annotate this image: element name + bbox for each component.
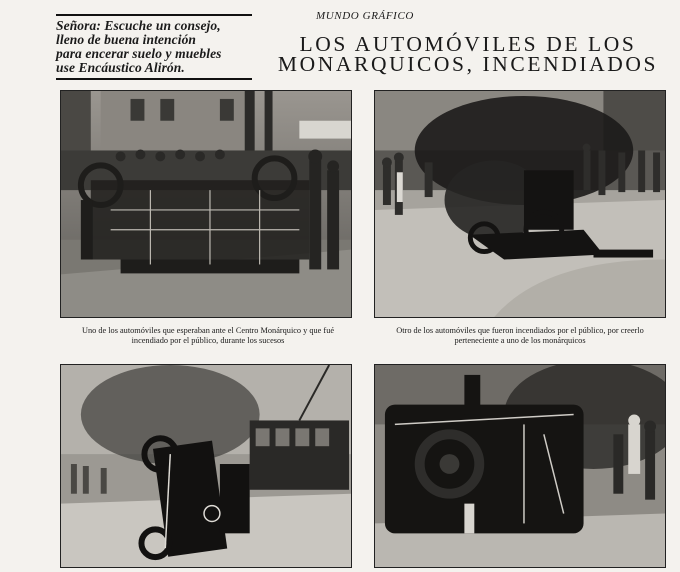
advert-line: para encerar suelo y muebles [56,46,222,61]
advertisement-box [56,14,252,80]
advert-line: use Encáustico Alirón. [56,60,185,75]
photo-burning-car-closeup [374,364,666,568]
advert-line: lleno de buena intención [56,32,197,47]
caption-right-line-2: perteneciente a uno de los monárquicos [454,336,586,345]
photo-overturned-car-centro-monarquico [60,90,352,318]
photo-overturned-car-tram [60,364,352,568]
photo-burning-car-street [374,90,666,318]
advert-line: Señora: Escuche un consejo, [56,18,221,33]
headline-line-2: MONARQUICOS, INCENDIADOS [277,52,659,76]
headline-line-1: LOS AUTOMÓVILES DE LOS [299,32,637,56]
caption-left-line-2: incendiado por el público, durante los sucesos [131,336,285,345]
caption-right [366,326,674,346]
headline [262,34,674,74]
caption-left [56,326,360,346]
caption-right-line-1: Otro de los automóviles que fueron incendiados por el público, por creerlo [396,326,644,335]
masthead: MUNDO GRÁFICO [316,10,414,22]
caption-left-line-1: Uno de los automóviles que esperaban ante el Centro Monárquico y que fué [81,326,335,335]
